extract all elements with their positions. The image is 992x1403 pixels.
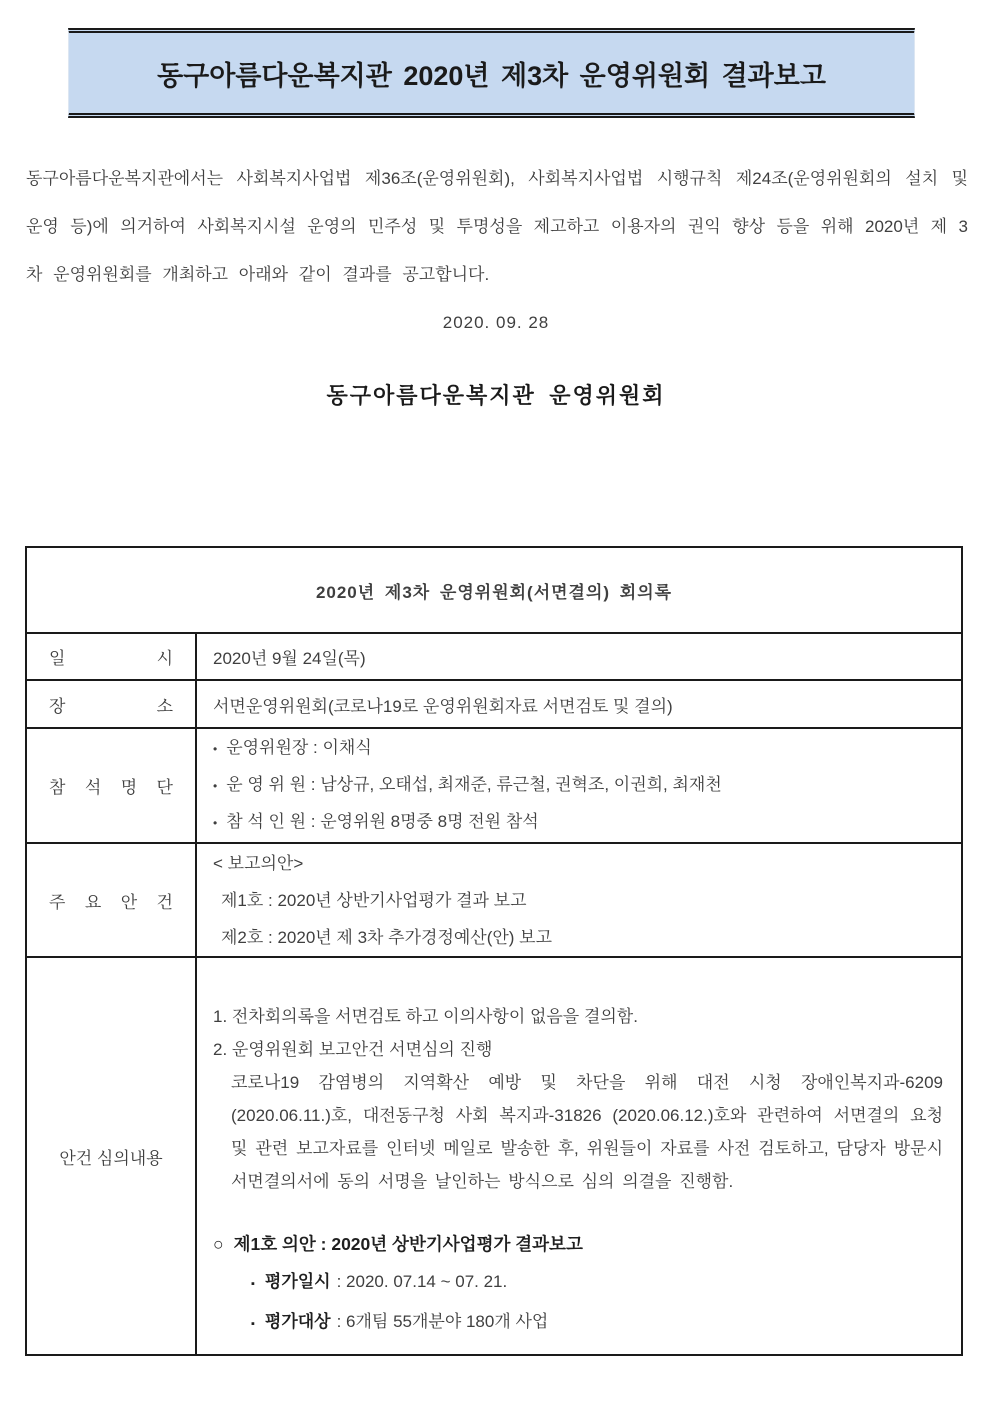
agenda-item-2: 제2호 : 2020년 제 3차 추가경정예산(안) 보고 [221, 927, 553, 947]
row-agenda-label: 주 요 안 건 [49, 892, 173, 912]
agenda-section-header: < 보고의안> [213, 853, 304, 873]
announce-date: 2020. 09. 28 [442, 313, 550, 332]
evaluation-date-line [251, 1263, 945, 1303]
dot-bullet-icon: • [213, 779, 218, 793]
attendee-members: 운 영 위 원 : 남상규, 오태섭, 최재준, 류근철, 권혁조, 이권희, 최재천 [226, 775, 722, 794]
row-place-value: 서면운영위원회(코로나19로 운영위원회자료 서면검토 및 결의) [196, 680, 962, 728]
organization-name: 동구아름다운복지관 운영위원회 [326, 383, 666, 408]
report-title-banner [68, 28, 915, 118]
row-agenda-label-cell [26, 843, 196, 957]
row-attendees-label-cell [26, 728, 196, 843]
deliberation-item-2: 2. 운영위원회 보고안건 서면심의 진행 [213, 1039, 493, 1059]
minutes-title-row [26, 547, 962, 633]
row-place [26, 680, 962, 728]
attendee-chair: 운영위원장 : 이채식 [226, 738, 372, 757]
circle-marker-icon: ○ [213, 1233, 224, 1254]
minutes-table [25, 546, 963, 1356]
row-deliberation [26, 957, 962, 1355]
evaluation-target-value: : 6개팀 55개분야 180개 사업 [336, 1311, 549, 1331]
row-deliberation-value [196, 957, 962, 1355]
evaluation-target-label: 평가대상 [264, 1311, 331, 1331]
dot-bullet-icon: • [213, 816, 218, 830]
deliberation-item-1: 1. 전차회의록을 서면검토 하고 이의사항이 없음을 결의함. [213, 1006, 638, 1026]
row-attendees-label: 참 석 명 단 [49, 778, 173, 797]
evaluation-target-line [251, 1303, 945, 1343]
row-datetime-value: 2020년 9월 24일(목) [196, 633, 962, 680]
row-place-label: 장 소 [49, 696, 173, 716]
minutes-title: 2020년 제3차 운영위원회(서면결의) 회의록 [26, 547, 962, 633]
attendee-count: 참 석 인 원 : 운영위원 8명중 8명 전원 참석 [226, 812, 539, 831]
square-bullet-icon: ▪ [251, 1317, 255, 1330]
agenda-item-1: 제1호 : 2020년 상반기사업평가 결과 보고 [221, 890, 527, 910]
row-deliberation-label: 안건 심의내용 [59, 1148, 163, 1168]
attendee-line [213, 804, 949, 841]
row-agenda-value [196, 843, 962, 957]
deliberation-agenda1-title: 제1호 의안 : 2020년 상반기사업평가 결과보고 [233, 1233, 583, 1254]
report-title: 동구아름다운복지관 2020년 제3차 운영위원회 결과보고 [157, 60, 826, 91]
row-attendees-value [196, 728, 962, 843]
row-deliberation-label-cell [26, 957, 196, 1355]
intro-paragraph: 동구아름다운복지관에서는 사회복지사업법 제36조(운영위원회), 사회복지사업법 시행규칙 제24조(운영위원회의 설치 및 운영 등)에 의거하여 사회복지시설 운영의 민주성 및 투명성을 제고하고 이용자의 권익 향상 등을 위해 2020년 제 3차 운영위원회를 개최하고 아래와 같이 결과를 공고합니다. [26, 169, 968, 284]
dot-bullet-icon: • [213, 742, 218, 756]
row-agenda [26, 843, 962, 957]
deliberation-agenda1-title-line [213, 1225, 945, 1263]
attendee-line [213, 767, 949, 804]
row-datetime-label: 일 시 [49, 649, 173, 668]
row-attendees [26, 728, 962, 843]
row-datetime-label-cell [26, 633, 196, 680]
deliberation-item-2-detail: 코로나19 감염병의 지역확산 예방 및 차단을 위해 대전 시청 장애인복지과-6209 (2020.06.11.)호, 대전동구청 사회 복지과-31826 (2020.06.12.)호와 관련하여 서면결의 요청 및 관련 보고자료를 인터넷 메일로 발송한 후, 위원들이 자료를 사전 검토하고, 담당자 방문시 서면결의서에 동의 서명을 날인하는 방식으로 심의 의결을 진행함. [231, 1072, 943, 1191]
evaluation-date-label: 평가일시 [264, 1271, 331, 1291]
evaluation-date-value: : 2020. 07.14 ~ 07. 21. [336, 1271, 508, 1291]
square-bullet-icon: ▪ [251, 1277, 255, 1290]
row-place-label-cell [26, 680, 196, 728]
row-datetime [26, 633, 962, 680]
attendee-line [213, 730, 949, 767]
